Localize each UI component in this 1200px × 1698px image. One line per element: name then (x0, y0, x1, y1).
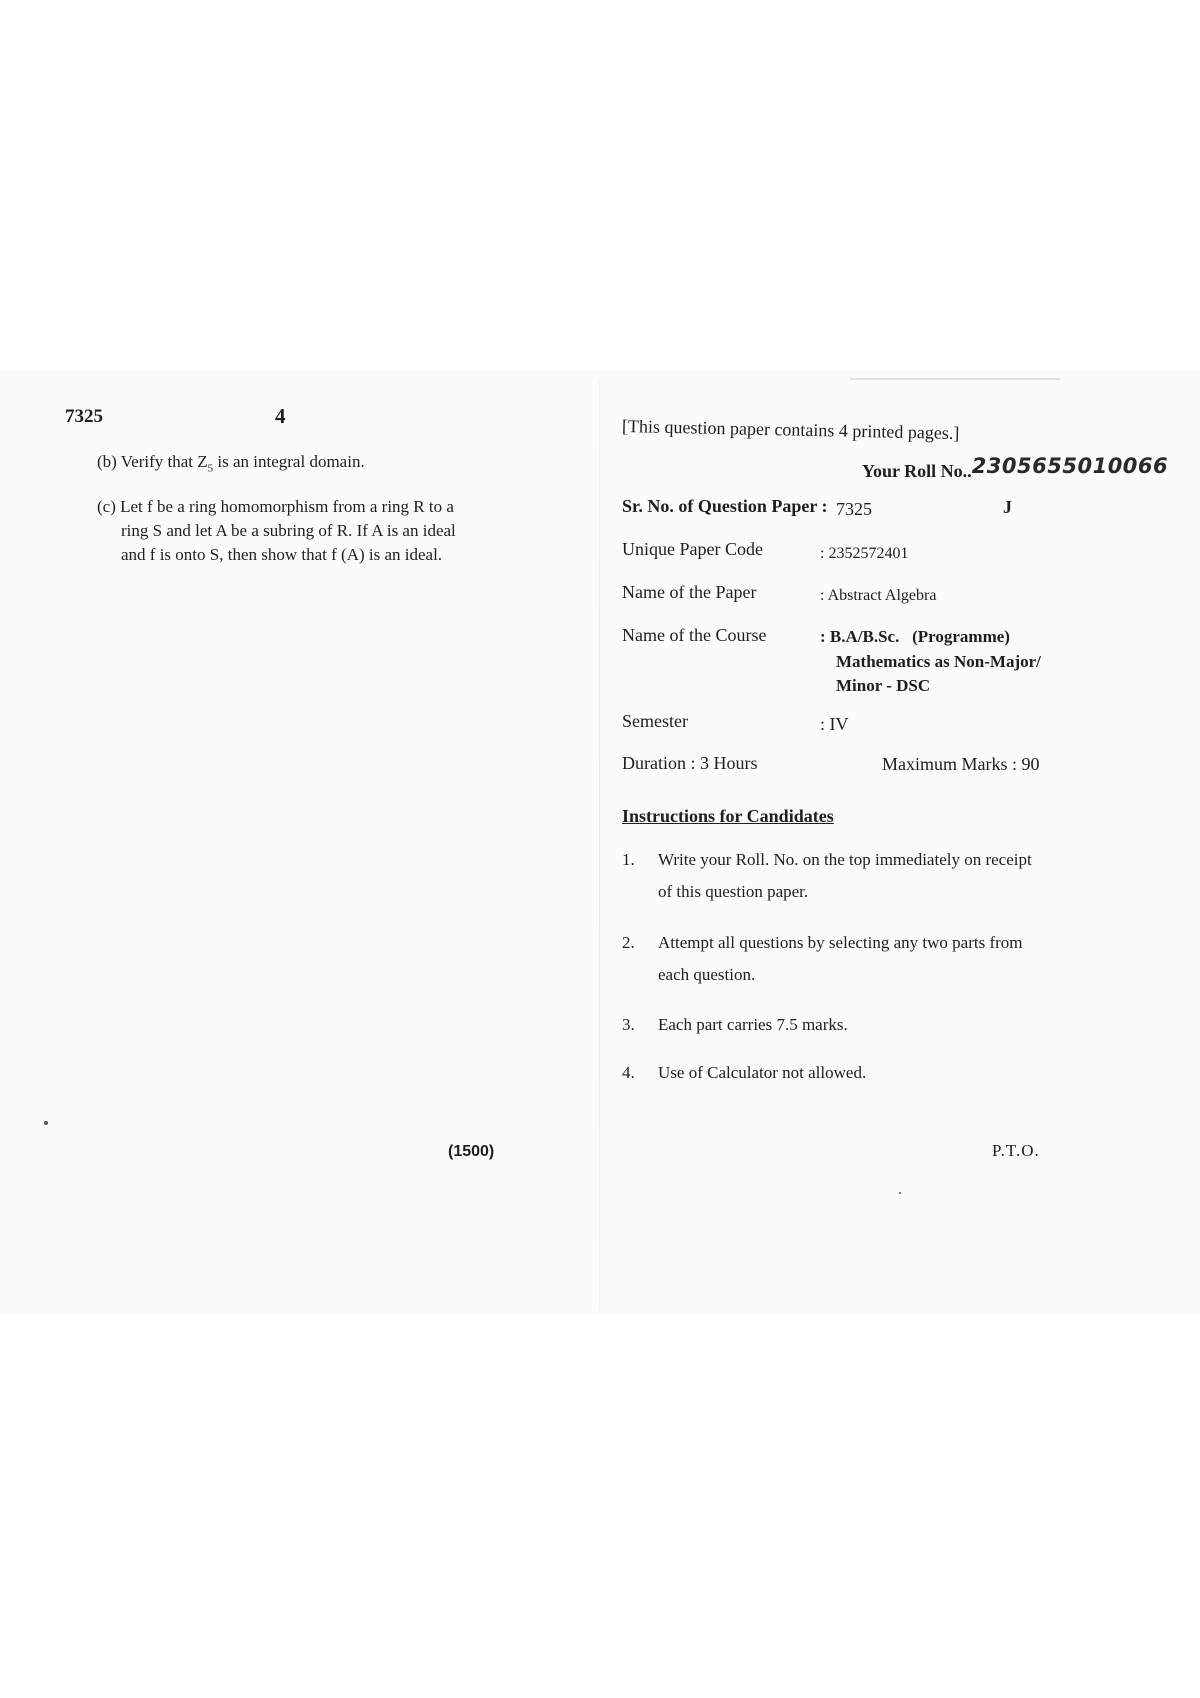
paper-name-value: : Abstract Algebra (820, 587, 937, 604)
scan-speck (899, 1192, 901, 1194)
roll-number-row (862, 454, 1169, 482)
paper-name-label: Name of the Paper (622, 582, 757, 602)
instruction-3-line-1: Each part carries 7.5 marks. (658, 1015, 848, 1034)
roll-number-value: 2305655010066 (971, 454, 1169, 478)
maximum-marks: Maximum Marks : 90 (882, 754, 1040, 774)
instruction-1-number: 1. (622, 850, 635, 869)
question-part-c-line-1: (c) Let f be a ring homomorphism from a ring R to a (97, 497, 454, 516)
sr-no-value: 7325 (836, 499, 872, 519)
instruction-4-line-1: Use of Calculator not allowed. (658, 1063, 867, 1082)
instructions-heading: Instructions for Candidates (622, 806, 834, 826)
course-name-label: Name of the Course (622, 625, 767, 645)
semester-value: : IV (820, 714, 849, 734)
subscript: 5 (207, 462, 214, 475)
question-part-b (97, 452, 365, 474)
instruction-2-line-1: Attempt all questions by selecting any two parts from (658, 933, 1023, 952)
semester-label: Semester (622, 711, 688, 731)
course-name-value-line-1: : B.A/B.Sc. (Programme) (820, 627, 1010, 646)
question-part-c-line-2: ring S and let A be a subring of R. If A is an ideal (121, 521, 456, 540)
paper-code-value: : 2352572401 (820, 545, 909, 562)
question-part-b-text: Verify that $Z_5$ is an integral domain. (120, 452, 365, 475)
roll-number-label: Your Roll No.. (862, 461, 972, 481)
printed-pages-note: [This question paper contains 4 printed pages.] (621, 416, 960, 444)
instruction-2-number: 2. (622, 933, 635, 952)
question-part-c-label: (c) (97, 497, 116, 516)
paper-code-label: Unique Paper Code (622, 539, 763, 559)
instruction-2-line-2: each question. (658, 965, 756, 984)
page-fold-line (599, 380, 600, 1310)
instruction-1-line-1: Write your Roll. No. on the top immediately on receipt (658, 850, 1032, 869)
scan-smudge (850, 378, 1060, 380)
paper-set-letter: J (1003, 497, 1012, 517)
duration: Duration : 3 Hours (622, 753, 758, 773)
left-page-number: 4 (275, 404, 286, 428)
instruction-1-line-2: of this question paper. (658, 882, 809, 901)
print-count: (1500) (448, 1143, 495, 1160)
question-part-c-line-3: and f is onto S, then show that f (A) is an ideal. (121, 545, 443, 564)
left-page-code: 7325 (65, 406, 103, 427)
question-part-b-label: (b) (97, 452, 117, 471)
instruction-3-number: 3. (622, 1015, 635, 1034)
course-name-value-line-3: Minor - DSC (836, 676, 931, 695)
sr-no-label: Sr. No. of Question Paper : (622, 496, 828, 516)
scan-speck (44, 1121, 48, 1125)
instruction-4-number: 4. (622, 1063, 635, 1082)
pto-marker: P.T.O. (992, 1141, 1040, 1160)
course-name-value-line-2: Mathematics as Non-Major/ (836, 652, 1041, 671)
